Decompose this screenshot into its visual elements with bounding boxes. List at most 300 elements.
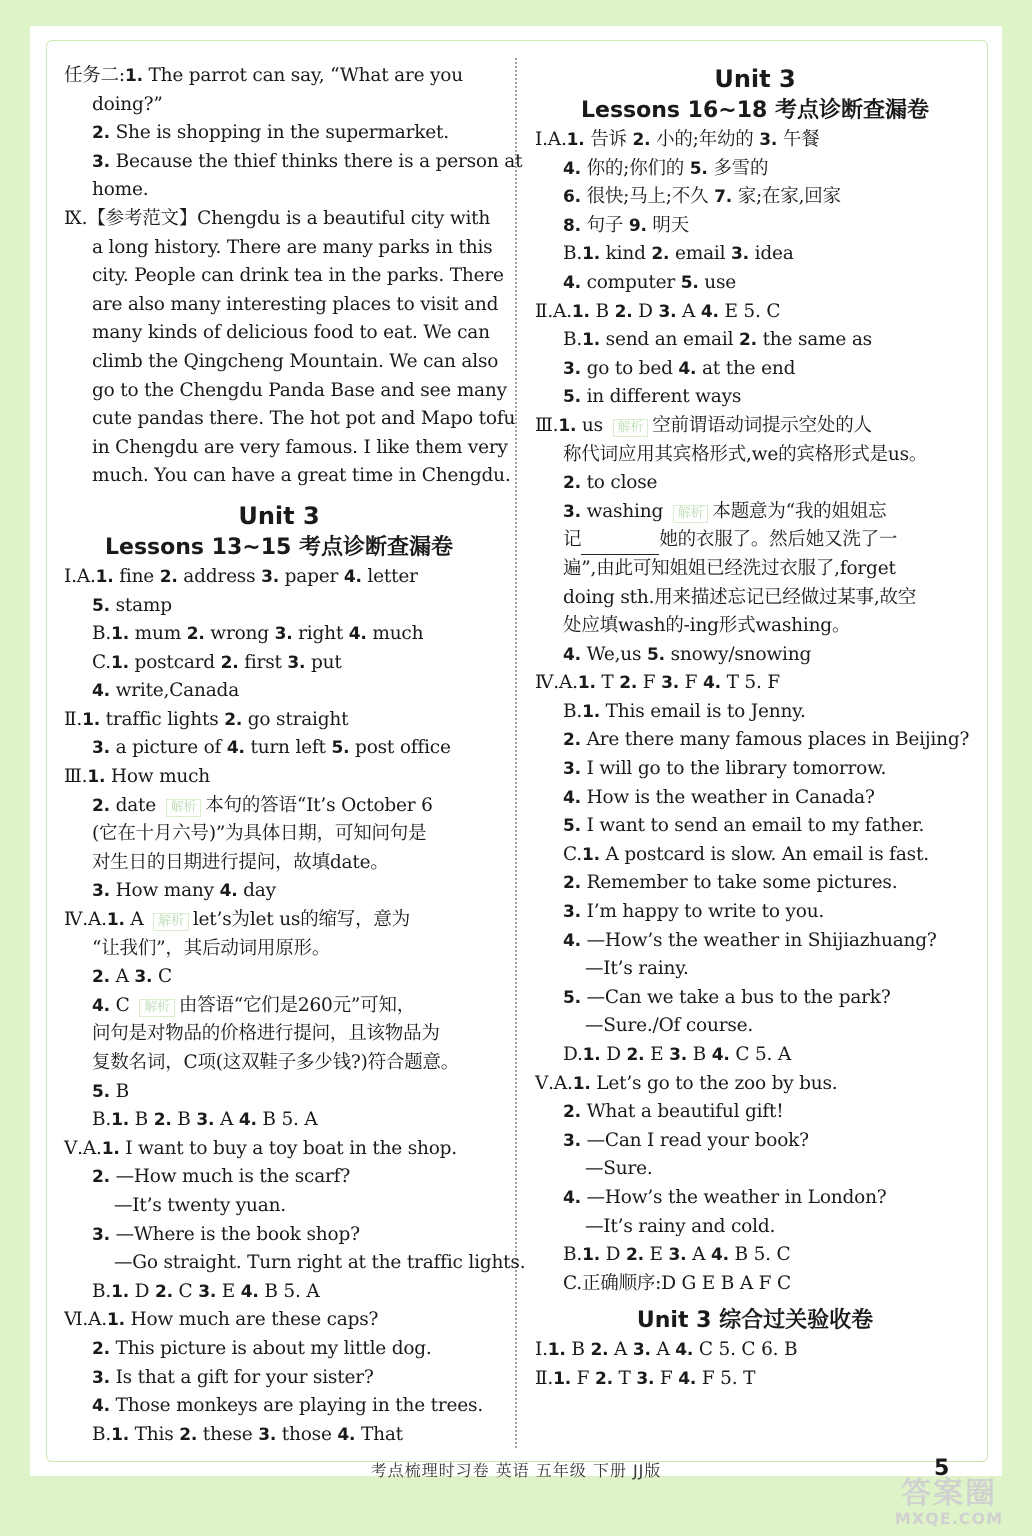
line-text: a long history. There are many parks in this — [92, 236, 493, 258]
answer-line — [535, 927, 975, 956]
answer-text: 句子 — [580, 214, 629, 236]
item-number: 1. — [571, 301, 590, 322]
answer-line — [64, 262, 504, 291]
item-number: 4. — [337, 1424, 356, 1445]
answer-line — [64, 1278, 494, 1307]
answer-line — [64, 434, 508, 463]
item-number: 4. — [240, 1281, 259, 1302]
answer-text: D — [128, 1280, 155, 1302]
item-number: 1. — [582, 244, 600, 265]
answer-line — [64, 1078, 494, 1107]
item-number: 2. — [626, 1045, 645, 1065]
answer-line — [535, 755, 975, 784]
item-number: 2. — [632, 130, 651, 150]
answer-text: day — [237, 880, 276, 902]
answer-text: Those monkeys are playing in the trees. — [109, 1395, 484, 1417]
answer-text: We,us — [580, 643, 647, 665]
answer-text: to close — [580, 472, 658, 494]
line-text: B. — [563, 1244, 583, 1266]
answer-line — [535, 1041, 975, 1070]
answer-text: Remember to take some pictures. — [580, 872, 898, 894]
answer-text: A — [608, 1339, 633, 1361]
line-text: —It’s rainy. — [585, 958, 689, 980]
item-number: 4. — [563, 1187, 581, 1208]
answer-text: 本题意为“我的姐姐忘 — [712, 500, 887, 522]
answer-text: —How’s the weather in London? — [580, 1186, 887, 1208]
watermark-text: 答案圈 — [901, 1476, 997, 1511]
item-number: 3. — [92, 738, 110, 759]
item-number: 2. — [614, 301, 633, 322]
answer-text: Because the thief thinks there is a person at — [109, 150, 523, 172]
item-number: 2. — [154, 1281, 173, 1302]
analysis-tag: 解析 — [139, 999, 175, 1017]
item-number: 4. — [92, 1396, 110, 1417]
answer-line — [535, 584, 975, 613]
item-number: 1. — [101, 1138, 120, 1159]
item-number: 4. — [563, 272, 581, 293]
item-number: 5. — [92, 595, 110, 616]
answer-line — [64, 1192, 494, 1221]
answer-line — [535, 1365, 975, 1394]
item-number: 4. — [703, 673, 721, 694]
item-number: 2. — [739, 330, 757, 351]
line-text: B. — [563, 243, 583, 265]
answer-text: T — [612, 1367, 637, 1389]
item-number: 1. — [110, 652, 129, 673]
item-number: 4. — [678, 358, 697, 379]
answer-line — [64, 1106, 494, 1135]
line-text: Ⅰ.A. — [535, 129, 567, 150]
item-number: 2. — [92, 1167, 110, 1188]
answer-line — [535, 1127, 975, 1156]
answer-line — [64, 592, 494, 621]
line-text: C. — [92, 651, 111, 673]
answer-text: go to bed — [580, 357, 679, 379]
answer-line — [535, 898, 975, 927]
answer-text: How much — [105, 766, 211, 788]
answer-text: T — [595, 672, 620, 694]
answer-text: stamp — [109, 594, 172, 616]
item-number: 3. — [563, 759, 581, 780]
answer-text: idea — [748, 243, 794, 265]
answer-line — [535, 469, 975, 498]
answer-text: B 5. A — [258, 1280, 320, 1302]
answer-text: letter — [361, 565, 418, 587]
answer-line — [535, 155, 975, 184]
line-text: Ⅴ.A. — [535, 1072, 573, 1094]
answer-text: use — [698, 271, 737, 293]
item-number: 3. — [563, 501, 581, 522]
answer-line — [64, 291, 499, 320]
answer-line — [64, 1306, 494, 1335]
answer-text: 明天 — [646, 214, 690, 236]
item-number: 5. — [680, 272, 699, 293]
right-column — [535, 62, 975, 1394]
line-text: Ⅱ.A. — [535, 300, 572, 322]
answer-text: F 5. T — [696, 1367, 756, 1389]
line-text: home. — [92, 179, 149, 201]
answer-text: I will go to the library tomorrow. — [580, 758, 887, 780]
item-number: 1. — [582, 1245, 600, 1266]
answer-text: E 5. C — [718, 300, 781, 322]
answer-line — [535, 1184, 975, 1213]
answer-line — [535, 841, 975, 870]
answer-text: D — [600, 1044, 627, 1065]
answer-line — [535, 498, 975, 527]
answer-line — [535, 526, 975, 555]
answer-text: first — [238, 651, 288, 673]
answer-text: send an email — [599, 329, 739, 351]
answer-text: B — [109, 1080, 129, 1102]
answer-text: —Where is the book shop? — [109, 1223, 360, 1245]
item-number: 3. — [658, 301, 677, 322]
line-text: 处应填wash的-ing形式washing。 — [563, 615, 851, 637]
answer-text: D — [599, 1244, 626, 1266]
line-text: Ⅱ. — [64, 708, 83, 730]
item-number: 1. — [111, 1110, 129, 1131]
answer-text: 告诉 — [584, 129, 633, 150]
answer-text: B — [128, 1109, 154, 1131]
answer-text: B — [687, 1044, 712, 1065]
item-number: 1. — [582, 1045, 601, 1065]
answer-text: wrong — [204, 623, 275, 645]
item-number: 5. — [647, 644, 665, 665]
lessons-heading: Lessons 13~15 考点诊断查漏卷 — [105, 534, 453, 560]
answer-text: these — [197, 1423, 259, 1445]
answer-text: B — [171, 1109, 197, 1131]
answer-line — [64, 205, 494, 234]
item-number: 4. — [348, 624, 367, 645]
answer-text: C — [152, 966, 172, 988]
answer-line — [64, 234, 494, 263]
item-number: 1. — [582, 330, 600, 351]
answer-text: those — [276, 1423, 338, 1445]
analysis-tag: 解析 — [673, 505, 709, 523]
answer-line — [64, 763, 494, 792]
line-text: —It’s rainy and cold. — [585, 1215, 776, 1237]
page-number: 5 — [934, 1456, 950, 1481]
line-text: many kinds of delicious food to eat. We can — [92, 322, 490, 344]
item-number: 5. — [689, 158, 708, 179]
answer-text: 午餐 — [777, 129, 820, 150]
answer-line — [64, 62, 494, 91]
item-number: 2. — [563, 473, 581, 494]
answer-line — [64, 1020, 494, 1049]
line-text: 复数名词，C项(这双鞋子多少钱?)符合题意。 — [92, 1052, 460, 1073]
line-text: go to the Chengdu Panda Base and see many — [92, 379, 507, 401]
answer-text: This — [128, 1423, 180, 1445]
answer-text: computer — [580, 271, 681, 293]
line-text: (它在十月六号)”为具体日期，可知问句是 — [92, 823, 427, 845]
item-number: 2. — [563, 730, 581, 751]
item-number: 8. — [563, 215, 581, 236]
answer-line — [535, 383, 975, 412]
answer-text: a picture of — [109, 737, 227, 759]
answer-line — [535, 298, 975, 327]
answer-text: The parrot can say, “What are you — [142, 65, 463, 86]
answer-line — [64, 405, 516, 434]
line-text: Ⅱ. — [535, 1367, 554, 1389]
answer-line — [535, 698, 975, 727]
item-number: 4. — [678, 1368, 697, 1389]
answer-line — [64, 906, 494, 935]
left-column — [64, 62, 526, 1449]
answer-text: E — [643, 1244, 669, 1266]
answer-text: 空前谓语动词提示空处的人 — [652, 414, 872, 436]
answer-line — [535, 441, 975, 470]
answer-text: C — [109, 994, 136, 1016]
line-text: Ⅳ.A. — [535, 672, 578, 694]
item-number: 2. — [179, 1424, 198, 1445]
answer-text: 多雪的 — [707, 157, 769, 179]
answer-text: F — [654, 1367, 679, 1389]
answer-line — [64, 348, 499, 377]
line-text: Ⅳ.A. — [64, 909, 107, 931]
item-number: 1. — [106, 910, 125, 931]
item-number: 1. — [87, 767, 106, 788]
answer-text: How many — [109, 880, 220, 902]
answer-text: 很快;马上;不久 — [580, 186, 715, 208]
line-text: Ⅴ.A. — [64, 1137, 102, 1159]
item-number: 4. — [563, 644, 581, 665]
answer-text: address — [177, 565, 262, 587]
line-text: B. — [92, 623, 112, 645]
answer-text: washing — [580, 500, 669, 522]
item-number: 3. — [636, 1368, 655, 1389]
answer-line — [64, 319, 494, 348]
answer-text: T 5. F — [720, 672, 780, 694]
answer-text: —How’s the weather in Shijiazhuang? — [580, 929, 937, 951]
line-text: 遍”,由此可知姐姐已经洗过衣服了,forget — [563, 557, 896, 579]
watermark-logo — [874, 1478, 1024, 1532]
answer-text: postcard — [128, 651, 221, 673]
answer-text: This email is to Jenny. — [599, 700, 806, 722]
line-text: much. You can have a great time in Chengdu. — [92, 465, 511, 487]
line-text: 问句是对物品的价格进行提问，且该物品为 — [92, 1023, 440, 1045]
answer-text: the same as — [756, 329, 872, 351]
analysis-tag: 解析 — [613, 419, 649, 437]
item-number: 2. — [186, 624, 205, 645]
answer-text: 由答语“它们是260元”可知， — [178, 994, 416, 1016]
answer-text: F — [637, 672, 662, 694]
item-number: 4. — [710, 1245, 729, 1266]
answer-text: paper — [278, 565, 344, 587]
answer-text: —Can we take a bus to the park? — [580, 986, 891, 1008]
answer-line — [535, 240, 975, 269]
answer-text: turn left — [244, 737, 332, 759]
item-number: 4. — [563, 158, 581, 179]
answer-text: 家;在家,回家 — [732, 186, 841, 208]
line-text: Ⅰ. — [535, 1339, 548, 1361]
line-text: “让我们”，其后动词用原形。 — [92, 937, 331, 959]
answer-text: —How much is the scarf? — [109, 1166, 351, 1188]
item-number: 1. — [95, 566, 114, 587]
answer-text: snowy/snowing — [664, 643, 812, 665]
line-text: Ⅲ. — [535, 414, 559, 436]
answer-line — [535, 269, 975, 298]
item-number: 2. — [594, 1368, 613, 1389]
line-text: are also many interesting places to visit and — [92, 293, 499, 315]
line-text: Ⅲ. — [64, 766, 88, 788]
answer-text: mum — [128, 623, 187, 645]
item-number: 3. — [669, 1045, 687, 1065]
line-text: Ⅸ.【参考范文】Chengdu is a beautiful city with — [64, 207, 491, 229]
item-number: 3. — [759, 130, 778, 150]
answer-text: let’s为let us的缩写，意为 — [192, 909, 411, 931]
item-number: 1. — [581, 844, 600, 865]
line-text: B. — [563, 329, 583, 351]
answer-line — [64, 649, 494, 678]
item-number: 1. — [111, 624, 129, 645]
answer-text: She is shopping in the supermarket. — [109, 122, 449, 144]
answer-text: fine — [113, 565, 160, 587]
answer-line — [535, 326, 975, 355]
answer-line — [64, 1249, 526, 1278]
answer-line — [64, 148, 523, 177]
item-number: 2. — [92, 795, 110, 816]
item-number: 2. — [153, 1110, 172, 1131]
answer-line — [535, 812, 975, 841]
item-number: 2. — [625, 1245, 644, 1266]
item-number: 3. — [632, 1340, 651, 1361]
line-text: 记 — [563, 529, 582, 551]
item-number: 1. — [82, 709, 100, 730]
answer-text: email — [669, 243, 732, 265]
answer-text: write,Canada — [109, 680, 240, 702]
answer-text: D — [632, 300, 659, 322]
fill-blank — [581, 536, 659, 555]
item-number: 6. — [563, 187, 581, 208]
answer-text: F — [679, 672, 703, 694]
answer-line — [64, 1421, 494, 1450]
item-number: 3. — [261, 566, 279, 587]
answer-text: F — [570, 1367, 595, 1389]
answer-line — [64, 119, 494, 148]
item-number: 5. — [563, 387, 581, 408]
left-answers-bottom — [64, 563, 526, 1449]
answer-line — [64, 963, 494, 992]
item-number: 2. — [220, 652, 239, 673]
answer-line — [535, 1270, 975, 1299]
analysis-tag: 解析 — [153, 913, 189, 931]
answer-line — [64, 620, 494, 649]
answer-text: A — [650, 1339, 676, 1361]
answer-text: C 5. A — [729, 1044, 792, 1065]
answer-text: Is that a gift for your sister? — [109, 1366, 374, 1388]
line-text: C.正确顺序:D G E B A F C — [563, 1272, 791, 1294]
line-text: in Chengdu are very famous. I like them very — [92, 436, 508, 458]
item-number: 4. — [563, 787, 581, 808]
item-number: 1. — [577, 673, 596, 694]
answer-line — [64, 877, 494, 906]
review-heading: Unit 3 综合过关验收卷 — [636, 1308, 874, 1334]
answer-text: put — [305, 651, 342, 673]
item-number: 1. — [106, 1310, 125, 1331]
unit-heading: Unit 3 — [714, 65, 796, 93]
item-number: 3. — [92, 1367, 110, 1388]
line-text: climb the Qingcheng Mountain. We can also — [92, 350, 499, 372]
item-number: 1. — [111, 1281, 129, 1302]
answer-line — [535, 412, 975, 441]
answer-text: date — [109, 794, 162, 816]
answer-line — [535, 784, 975, 813]
answer-line — [64, 677, 494, 706]
answer-text: 本句的答语“It’s October 6 — [205, 794, 433, 816]
answer-line — [535, 555, 975, 584]
answer-text: E — [644, 1044, 670, 1065]
line-text: doing?” — [92, 93, 163, 115]
item-number: 4. — [238, 1110, 257, 1131]
right-answers-top — [535, 126, 975, 1298]
answer-text: B — [589, 300, 615, 322]
item-number: 1. — [566, 130, 585, 150]
item-number: 3. — [196, 1110, 215, 1131]
item-number: 5. — [331, 738, 350, 759]
answer-text: —Can I read your book? — [580, 1129, 809, 1151]
answer-line — [535, 726, 975, 755]
item-number: 1. — [111, 1424, 129, 1445]
answer-text: A — [109, 966, 135, 988]
answer-line — [64, 1364, 494, 1393]
item-number: 3. — [258, 1424, 277, 1445]
line-text: —Sure. — [585, 1158, 653, 1180]
answer-text: How is the weather in Canada? — [580, 786, 875, 808]
answer-line — [64, 176, 494, 205]
right-answers-bottom — [535, 1336, 975, 1393]
item-number: 3. — [134, 967, 153, 988]
answer-text: B — [565, 1339, 591, 1361]
column-divider — [515, 58, 517, 1448]
answer-text: A postcard is slow. An email is fast. — [599, 843, 929, 865]
answer-text: kind — [599, 243, 652, 265]
answer-line — [64, 706, 494, 735]
answer-line — [535, 955, 975, 984]
item-number: 3. — [563, 358, 581, 379]
answer-line — [64, 820, 494, 849]
item-number: 3. — [563, 902, 581, 923]
item-number: 2. — [619, 673, 638, 694]
item-number: 3. — [198, 1281, 217, 1302]
item-number: 4. — [563, 930, 581, 951]
answer-text: 你的;你们的 — [580, 157, 690, 179]
answer-text: traffic lights — [99, 708, 225, 730]
answer-line — [64, 734, 494, 763]
item-number: 3. — [661, 673, 679, 694]
line-text: B. — [563, 700, 583, 722]
answer-text: B 5. C — [728, 1244, 791, 1266]
answer-line — [535, 869, 975, 898]
answer-text: C 5. C 6. B — [693, 1339, 798, 1361]
item-number: 3. — [92, 151, 110, 172]
answer-line — [64, 91, 494, 120]
line-text: —Sure./Of course. — [585, 1015, 754, 1037]
analysis-tag: 解析 — [166, 799, 202, 817]
item-number: 4. — [711, 1045, 730, 1065]
answer-line — [64, 1221, 494, 1250]
line-text: —Go straight. Turn right at the traffic lights. — [114, 1252, 526, 1274]
answer-text: I want to send an email to my father. — [580, 815, 925, 837]
answer-line — [535, 641, 975, 670]
line-text: 任务二: — [64, 65, 125, 86]
answer-text: A — [686, 1244, 711, 1266]
item-number: 3. — [274, 624, 293, 645]
answer-line — [535, 1012, 975, 1041]
answer-text: Are there many famous places in Beijing? — [580, 729, 970, 751]
answer-text: right — [292, 623, 349, 645]
answer-line — [535, 212, 975, 241]
answer-text: How much are these caps? — [124, 1309, 379, 1331]
line-text: cute pandas there. The hot pot and Mapo tofu — [92, 408, 516, 430]
